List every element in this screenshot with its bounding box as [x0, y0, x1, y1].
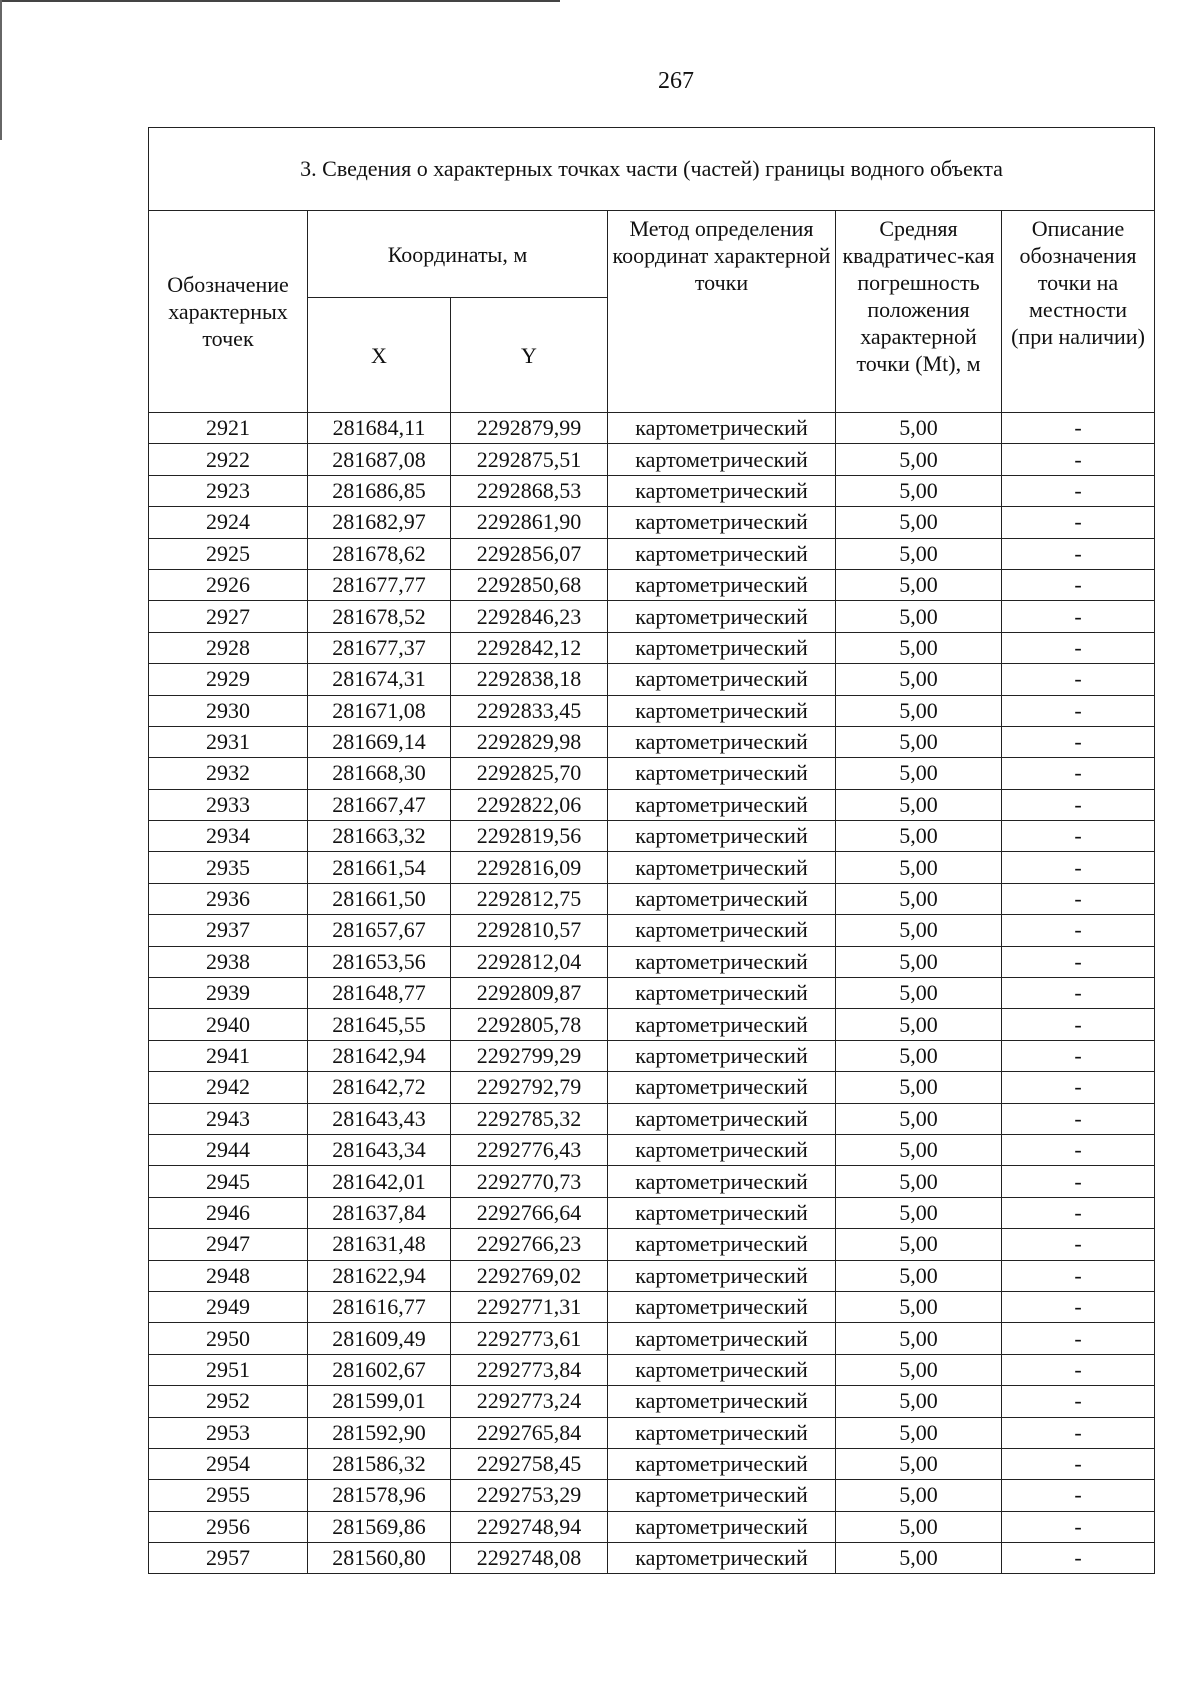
method-cell: картометрический — [608, 789, 836, 820]
description-cell: - — [1002, 1511, 1155, 1542]
point-designation-cell: 2945 — [149, 1166, 308, 1197]
table-row — [149, 538, 1155, 569]
y-coordinate-cell: 2292766,64 — [451, 1197, 608, 1228]
y-coordinate-cell: 2292850,68 — [451, 569, 608, 600]
x-coordinate-cell: 281677,77 — [308, 569, 451, 600]
y-coordinate-cell: 2292842,12 — [451, 632, 608, 663]
method-cell: картометрический — [608, 444, 836, 475]
description-cell: - — [1002, 1480, 1155, 1511]
method-cell: картометрический — [608, 507, 836, 538]
description-cell: - — [1002, 915, 1155, 946]
y-coordinate-cell: 2292776,43 — [451, 1134, 608, 1165]
mean-error-cell: 5,00 — [836, 1229, 1002, 1260]
description-cell: - — [1002, 758, 1155, 789]
mean-error-cell: 5,00 — [836, 726, 1002, 757]
x-coordinate-cell: 281667,47 — [308, 789, 451, 820]
mean-error-cell: 5,00 — [836, 507, 1002, 538]
table-row — [149, 758, 1155, 789]
point-designation-cell: 2941 — [149, 1040, 308, 1071]
table-row — [149, 475, 1155, 506]
y-coordinate-cell: 2292879,99 — [451, 413, 608, 444]
mean-error-cell: 5,00 — [836, 1323, 1002, 1354]
mean-error-cell: 5,00 — [836, 915, 1002, 946]
point-designation-cell: 2932 — [149, 758, 308, 789]
method-cell: картометрический — [608, 569, 836, 600]
y-coordinate-cell: 2292822,06 — [451, 789, 608, 820]
table-row — [149, 1480, 1155, 1511]
mean-error-cell: 5,00 — [836, 1354, 1002, 1385]
table-row — [149, 1354, 1155, 1385]
point-designation-cell: 2956 — [149, 1511, 308, 1542]
table-row — [149, 1543, 1155, 1574]
table-row — [149, 978, 1155, 1009]
mean-error-cell: 5,00 — [836, 1417, 1002, 1448]
description-cell: - — [1002, 1386, 1155, 1417]
description-cell: - — [1002, 1197, 1155, 1228]
method-cell: картометрический — [608, 475, 836, 506]
point-designation-cell: 2926 — [149, 569, 308, 600]
point-designation-cell: 2952 — [149, 1386, 308, 1417]
description-cell: - — [1002, 1229, 1155, 1260]
point-designation-cell: 2957 — [149, 1543, 308, 1574]
point-designation-cell: 2938 — [149, 946, 308, 977]
point-designation-cell: 2927 — [149, 601, 308, 632]
description-cell: - — [1002, 601, 1155, 632]
point-designation-cell: 2929 — [149, 664, 308, 695]
y-coordinate-cell: 2292773,84 — [451, 1354, 608, 1385]
description-cell: - — [1002, 507, 1155, 538]
y-coordinate-cell: 2292812,04 — [451, 946, 608, 977]
table-row — [149, 1166, 1155, 1197]
x-coordinate-cell: 281602,67 — [308, 1354, 451, 1385]
mean-error-cell: 5,00 — [836, 632, 1002, 663]
mean-error-cell: 5,00 — [836, 569, 1002, 600]
x-coordinate-cell: 281631,48 — [308, 1229, 451, 1260]
mean-error-cell: 5,00 — [836, 821, 1002, 852]
y-coordinate-cell: 2292868,53 — [451, 475, 608, 506]
point-designation-cell: 2925 — [149, 538, 308, 569]
method-cell: картометрический — [608, 852, 836, 883]
point-designation-cell: 2923 — [149, 475, 308, 506]
mean-error-cell: 5,00 — [836, 789, 1002, 820]
description-cell: - — [1002, 475, 1155, 506]
header-mean-error: Средняя квадратичес-кая погрешность положения характерной точки (Mt), м — [836, 211, 1002, 413]
x-coordinate-cell: 281669,14 — [308, 726, 451, 757]
point-designation-cell: 2940 — [149, 1009, 308, 1040]
y-coordinate-cell: 2292799,29 — [451, 1040, 608, 1071]
point-designation-cell: 2936 — [149, 883, 308, 914]
description-cell: - — [1002, 444, 1155, 475]
x-coordinate-cell: 281671,08 — [308, 695, 451, 726]
mean-error-cell: 5,00 — [836, 695, 1002, 726]
method-cell: картометрический — [608, 1543, 836, 1574]
table-row — [149, 852, 1155, 883]
method-cell: картометрический — [608, 1480, 836, 1511]
mean-error-cell: 5,00 — [836, 1134, 1002, 1165]
table-row — [149, 1197, 1155, 1228]
description-cell: - — [1002, 1040, 1155, 1071]
description-cell: - — [1002, 883, 1155, 914]
y-coordinate-cell: 2292771,31 — [451, 1291, 608, 1322]
x-coordinate-cell: 281560,80 — [308, 1543, 451, 1574]
mean-error-cell: 5,00 — [836, 1480, 1002, 1511]
description-cell: - — [1002, 1009, 1155, 1040]
y-coordinate-cell: 2292861,90 — [451, 507, 608, 538]
mean-error-cell: 5,00 — [836, 664, 1002, 695]
mean-error-cell: 5,00 — [836, 1291, 1002, 1322]
table-row — [149, 883, 1155, 914]
description-cell: - — [1002, 726, 1155, 757]
point-designation-cell: 2933 — [149, 789, 308, 820]
x-coordinate-cell: 281642,94 — [308, 1040, 451, 1071]
x-coordinate-cell: 281569,86 — [308, 1511, 451, 1542]
x-coordinate-cell: 281686,85 — [308, 475, 451, 506]
mean-error-cell: 5,00 — [836, 1103, 1002, 1134]
y-coordinate-cell: 2292875,51 — [451, 444, 608, 475]
x-coordinate-cell: 281661,54 — [308, 852, 451, 883]
point-designation-cell: 2953 — [149, 1417, 308, 1448]
x-coordinate-cell: 281643,43 — [308, 1103, 451, 1134]
method-cell: картометрический — [608, 1166, 836, 1197]
table-row — [149, 1103, 1155, 1134]
table-row — [149, 1009, 1155, 1040]
table-row — [149, 726, 1155, 757]
x-coordinate-cell: 281599,01 — [308, 1386, 451, 1417]
table-row — [149, 1134, 1155, 1165]
boundary-points-table — [148, 127, 1155, 1574]
y-coordinate-cell: 2292816,09 — [451, 852, 608, 883]
mean-error-cell: 5,00 — [836, 1072, 1002, 1103]
y-coordinate-cell: 2292829,98 — [451, 726, 608, 757]
table-row — [149, 444, 1155, 475]
description-cell: - — [1002, 538, 1155, 569]
description-cell: - — [1002, 695, 1155, 726]
y-coordinate-cell: 2292773,61 — [451, 1323, 608, 1354]
x-coordinate-cell: 281661,50 — [308, 883, 451, 914]
point-designation-cell: 2924 — [149, 507, 308, 538]
description-cell: - — [1002, 664, 1155, 695]
header-coordinates: Координаты, м — [308, 211, 608, 298]
x-coordinate-cell: 281642,72 — [308, 1072, 451, 1103]
description-cell: - — [1002, 1260, 1155, 1291]
y-coordinate-cell: 2292766,23 — [451, 1229, 608, 1260]
table-row — [149, 1040, 1155, 1071]
description-cell: - — [1002, 1448, 1155, 1479]
description-cell: - — [1002, 1103, 1155, 1134]
table-row — [149, 1229, 1155, 1260]
description-cell: - — [1002, 1291, 1155, 1322]
mean-error-cell: 5,00 — [836, 758, 1002, 789]
y-coordinate-cell: 2292810,57 — [451, 915, 608, 946]
mean-error-cell: 5,00 — [836, 1009, 1002, 1040]
y-coordinate-cell: 2292792,79 — [451, 1072, 608, 1103]
y-coordinate-cell: 2292812,75 — [451, 883, 608, 914]
table-row — [149, 664, 1155, 695]
header-x: X — [308, 298, 451, 413]
description-cell: - — [1002, 946, 1155, 977]
description-cell: - — [1002, 852, 1155, 883]
y-coordinate-cell: 2292833,45 — [451, 695, 608, 726]
x-coordinate-cell: 281578,96 — [308, 1480, 451, 1511]
x-coordinate-cell: 281684,11 — [308, 413, 451, 444]
x-coordinate-cell: 281648,77 — [308, 978, 451, 1009]
table-row — [149, 946, 1155, 977]
description-cell: - — [1002, 1543, 1155, 1574]
boundary-points-table-container — [148, 127, 1154, 1574]
description-cell: - — [1002, 1323, 1155, 1354]
table-row — [149, 1511, 1155, 1542]
mean-error-cell: 5,00 — [836, 1260, 1002, 1291]
description-cell: - — [1002, 1166, 1155, 1197]
method-cell: картометрический — [608, 978, 836, 1009]
point-designation-cell: 2937 — [149, 915, 308, 946]
point-designation-cell: 2950 — [149, 1323, 308, 1354]
y-coordinate-cell: 2292846,23 — [451, 601, 608, 632]
point-designation-cell: 2951 — [149, 1354, 308, 1385]
x-coordinate-cell: 281622,94 — [308, 1260, 451, 1291]
method-cell: картометрический — [608, 726, 836, 757]
description-cell: - — [1002, 569, 1155, 600]
table-title: 3. Сведения о характерных точках части (частей) границы водного объекта — [149, 128, 1155, 211]
table-row — [149, 1260, 1155, 1291]
x-coordinate-cell: 281663,32 — [308, 821, 451, 852]
point-designation-cell: 2947 — [149, 1229, 308, 1260]
x-coordinate-cell: 281678,52 — [308, 601, 451, 632]
table-row — [149, 1417, 1155, 1448]
x-coordinate-cell: 281643,34 — [308, 1134, 451, 1165]
point-designation-cell: 2921 — [149, 413, 308, 444]
method-cell: картометрический — [608, 1103, 836, 1134]
y-coordinate-cell: 2292765,84 — [451, 1417, 608, 1448]
table-row — [149, 821, 1155, 852]
method-cell: картометрический — [608, 821, 836, 852]
method-cell: картометрический — [608, 1511, 836, 1542]
table-body — [149, 413, 1155, 1574]
method-cell: картометрический — [608, 946, 836, 977]
mean-error-cell: 5,00 — [836, 413, 1002, 444]
mean-error-cell: 5,00 — [836, 1543, 1002, 1574]
method-cell: картометрический — [608, 1040, 836, 1071]
method-cell: картометрический — [608, 1197, 836, 1228]
point-designation-cell: 2944 — [149, 1134, 308, 1165]
point-designation-cell: 2928 — [149, 632, 308, 663]
x-coordinate-cell: 281592,90 — [308, 1417, 451, 1448]
table-row — [149, 1386, 1155, 1417]
point-designation-cell: 2943 — [149, 1103, 308, 1134]
y-coordinate-cell: 2292819,56 — [451, 821, 608, 852]
y-coordinate-cell: 2292758,45 — [451, 1448, 608, 1479]
table-row — [149, 507, 1155, 538]
header-method: Метод определения координат характерной точки — [608, 211, 836, 413]
method-cell: картометрический — [608, 1009, 836, 1040]
header-point-designation: Обозначение характерных точек — [149, 211, 308, 413]
table-row — [149, 632, 1155, 663]
point-designation-cell: 2955 — [149, 1480, 308, 1511]
table-row — [149, 1323, 1155, 1354]
method-cell: картометрический — [608, 664, 836, 695]
method-cell: картометрический — [608, 1291, 836, 1322]
y-coordinate-cell: 2292748,08 — [451, 1543, 608, 1574]
mean-error-cell: 5,00 — [836, 475, 1002, 506]
x-coordinate-cell: 281678,62 — [308, 538, 451, 569]
y-coordinate-cell: 2292769,02 — [451, 1260, 608, 1291]
description-cell: - — [1002, 1134, 1155, 1165]
x-coordinate-cell: 281586,32 — [308, 1448, 451, 1479]
y-coordinate-cell: 2292753,29 — [451, 1480, 608, 1511]
mean-error-cell: 5,00 — [836, 601, 1002, 632]
table-row — [149, 695, 1155, 726]
x-coordinate-cell: 281645,55 — [308, 1009, 451, 1040]
y-coordinate-cell: 2292809,87 — [451, 978, 608, 1009]
method-cell: картометрический — [608, 1260, 836, 1291]
x-coordinate-cell: 281609,49 — [308, 1323, 451, 1354]
x-coordinate-cell: 281687,08 — [308, 444, 451, 475]
table-row — [149, 569, 1155, 600]
mean-error-cell: 5,00 — [836, 1040, 1002, 1071]
mean-error-cell: 5,00 — [836, 1448, 1002, 1479]
description-cell: - — [1002, 1417, 1155, 1448]
description-cell: - — [1002, 978, 1155, 1009]
header-y: Y — [451, 298, 608, 413]
method-cell: картометрический — [608, 1354, 836, 1385]
y-coordinate-cell: 2292785,32 — [451, 1103, 608, 1134]
x-coordinate-cell: 281616,77 — [308, 1291, 451, 1322]
description-cell: - — [1002, 413, 1155, 444]
description-cell: - — [1002, 789, 1155, 820]
point-designation-cell: 2949 — [149, 1291, 308, 1322]
table-row — [149, 601, 1155, 632]
method-cell: картометрический — [608, 1323, 836, 1354]
description-cell: - — [1002, 632, 1155, 663]
method-cell: картометрический — [608, 883, 836, 914]
method-cell: картометрический — [608, 632, 836, 663]
table-row — [149, 413, 1155, 444]
method-cell: картометрический — [608, 1386, 836, 1417]
y-coordinate-cell: 2292748,94 — [451, 1511, 608, 1542]
x-coordinate-cell: 281657,67 — [308, 915, 451, 946]
description-cell: - — [1002, 821, 1155, 852]
method-cell: картометрический — [608, 413, 836, 444]
point-designation-cell: 2931 — [149, 726, 308, 757]
page-number: 267 — [658, 68, 694, 94]
mean-error-cell: 5,00 — [836, 978, 1002, 1009]
point-designation-cell: 2934 — [149, 821, 308, 852]
point-designation-cell: 2930 — [149, 695, 308, 726]
y-coordinate-cell: 2292805,78 — [451, 1009, 608, 1040]
x-coordinate-cell: 281642,01 — [308, 1166, 451, 1197]
point-designation-cell: 2942 — [149, 1072, 308, 1103]
description-cell: - — [1002, 1354, 1155, 1385]
method-cell: картометрический — [608, 758, 836, 789]
mean-error-cell: 5,00 — [836, 883, 1002, 914]
point-designation-cell: 2946 — [149, 1197, 308, 1228]
method-cell: картометрический — [608, 695, 836, 726]
mean-error-cell: 5,00 — [836, 444, 1002, 475]
mean-error-cell: 5,00 — [836, 538, 1002, 569]
mean-error-cell: 5,00 — [836, 946, 1002, 977]
mean-error-cell: 5,00 — [836, 1386, 1002, 1417]
header-description: Описание обозначения точки на местности (при наличии) — [1002, 211, 1155, 413]
x-coordinate-cell: 281674,31 — [308, 664, 451, 695]
point-designation-cell: 2935 — [149, 852, 308, 883]
x-coordinate-cell: 281653,56 — [308, 946, 451, 977]
method-cell: картометрический — [608, 915, 836, 946]
scan-edge-top — [0, 0, 560, 2]
method-cell: картометрический — [608, 1134, 836, 1165]
mean-error-cell: 5,00 — [836, 1166, 1002, 1197]
y-coordinate-cell: 2292773,24 — [451, 1386, 608, 1417]
table-row — [149, 915, 1155, 946]
method-cell: картометрический — [608, 1448, 836, 1479]
x-coordinate-cell: 281637,84 — [308, 1197, 451, 1228]
mean-error-cell: 5,00 — [836, 1511, 1002, 1542]
table-row — [149, 1448, 1155, 1479]
y-coordinate-cell: 2292856,07 — [451, 538, 608, 569]
y-coordinate-cell: 2292838,18 — [451, 664, 608, 695]
method-cell: картометрический — [608, 1229, 836, 1260]
method-cell: картометрический — [608, 538, 836, 569]
method-cell: картометрический — [608, 1072, 836, 1103]
method-cell: картометрический — [608, 1417, 836, 1448]
table-row — [149, 1072, 1155, 1103]
x-coordinate-cell: 281677,37 — [308, 632, 451, 663]
method-cell: картометрический — [608, 601, 836, 632]
point-designation-cell: 2939 — [149, 978, 308, 1009]
mean-error-cell: 5,00 — [836, 852, 1002, 883]
point-designation-cell: 2954 — [149, 1448, 308, 1479]
mean-error-cell: 5,00 — [836, 1197, 1002, 1228]
point-designation-cell: 2922 — [149, 444, 308, 475]
y-coordinate-cell: 2292770,73 — [451, 1166, 608, 1197]
x-coordinate-cell: 281668,30 — [308, 758, 451, 789]
table-row — [149, 789, 1155, 820]
x-coordinate-cell: 281682,97 — [308, 507, 451, 538]
point-designation-cell: 2948 — [149, 1260, 308, 1291]
y-coordinate-cell: 2292825,70 — [451, 758, 608, 789]
description-cell: - — [1002, 1072, 1155, 1103]
table-row — [149, 1291, 1155, 1322]
